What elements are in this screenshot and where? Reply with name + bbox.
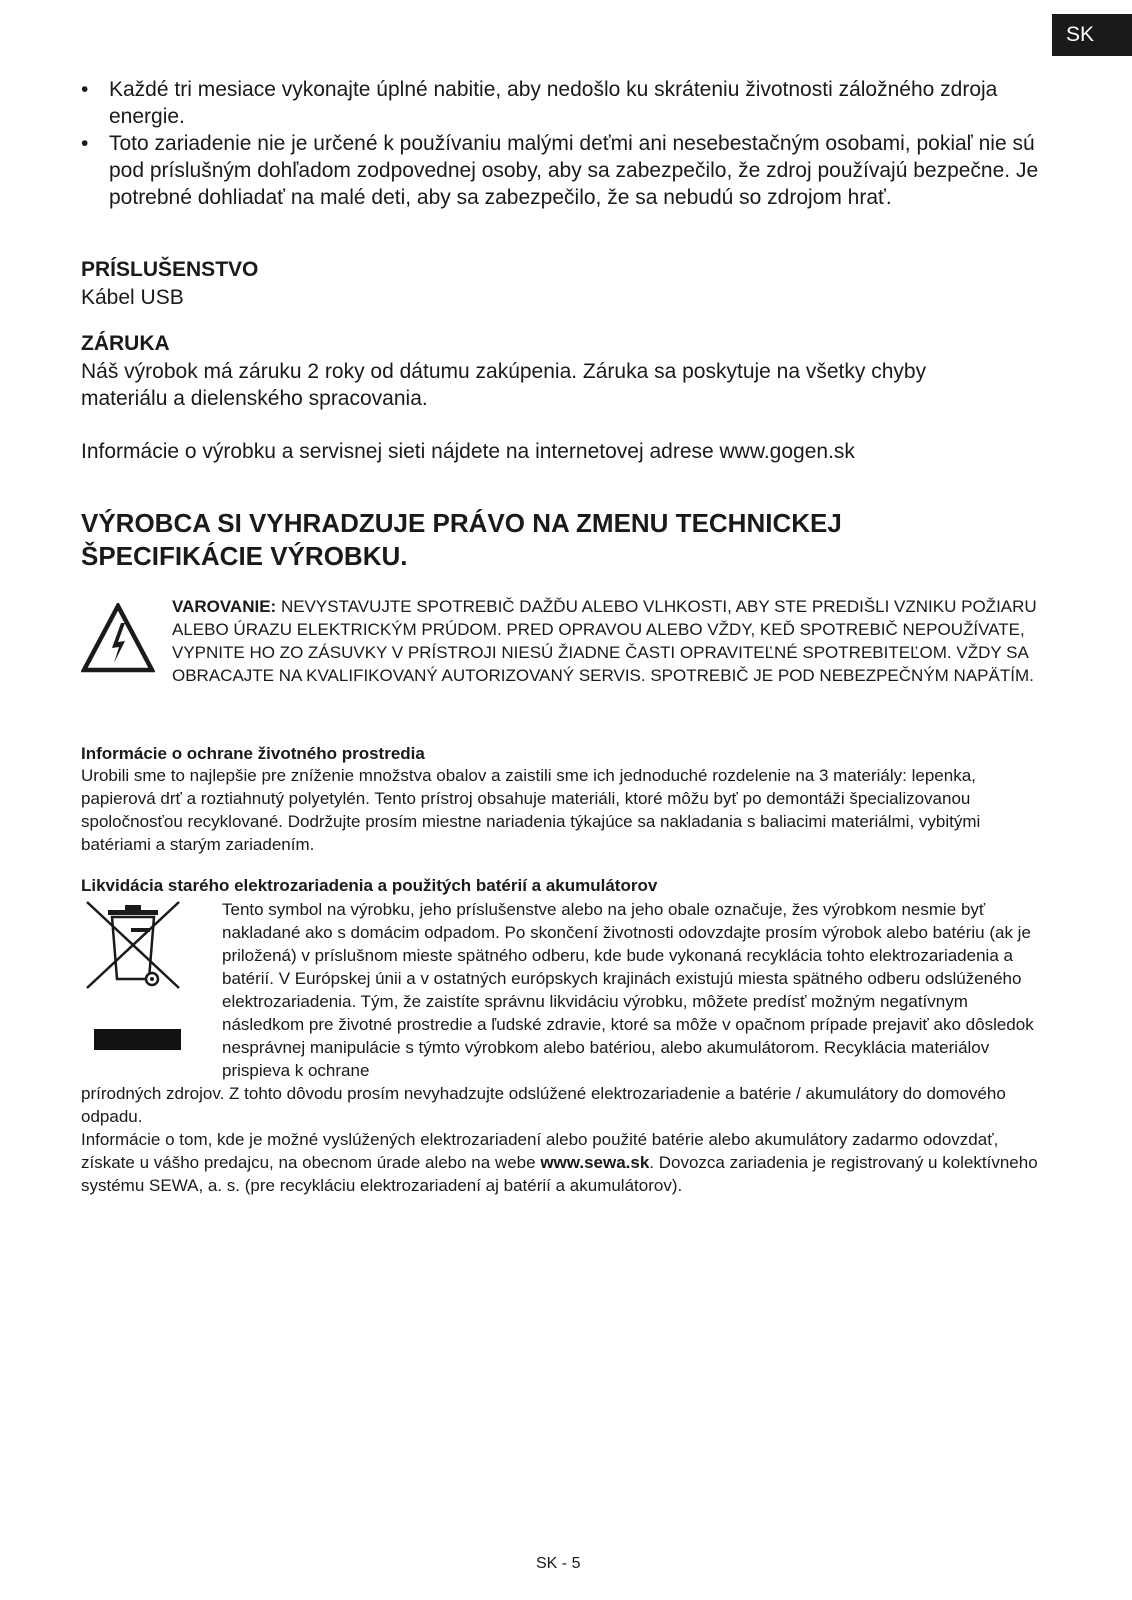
product-info-text: Informácie o výrobku a servisnej sieti nájdete na internetovej adrese www.gogen.sk — [81, 440, 855, 463]
bullet-symbol: • — [81, 132, 89, 155]
crossed-out-wheelie-bin-icon — [83, 899, 183, 991]
collection-info-part-2: . Dovozca zariadenia je registrovaný u kolektívneho systému SEWA, a. s. (pre recykláciu elektrozariadení aj batérií a akumulátorov). — [81, 1153, 1038, 1195]
manufacturer-notice — [81, 507, 981, 573]
warning-text — [172, 595, 1052, 687]
bullet-list — [81, 76, 1061, 211]
warning-body: NEVYSTAVUJTE SPOTREBIČ DAŽĎU ALEBO VLHKOSTI, ABY STE PREDIŠLI VZNIKU POŽIARU ALEBO ÚRAZU ELEKTRICKÝM PRÚDOM. PRED OPRAVOU ALEBO VŽDY, KEĎ SPOTREBIČ NEPOUŽÍVATE, VYPNITE HO ZO ZÁSUVKY V PRÍSTROJI NIESÚ ŽIADNE ČASTI OPRAVITEĽNÉ SPOTREBITEĽOM. VŽDY SA OBRACAJTE NA KVALIFIKOVANÝ AUTORIZOVANÝ SERVIS. SPOTREBIČ JE POD NEBEZPEČNÝM NAPÄTÍM. — [172, 597, 1037, 685]
page-number: SK - 5 — [536, 1555, 581, 1572]
list-item — [81, 76, 1061, 130]
environment-text: Urobili sme to najlepšie pre zníženie množstva obalov a zaistili sme ich jednoduché rozdelenie na 3 materiály: lepenka, papierová drť a roztiahnutý polyetylén. Tento prístroj obsahuje materiáli, ktoré môžu byť po demontáži špecializovanou spoločnosťou recyklované. Dodržujte prosím miestne nariadenia týkajúce sa nakladania s baliacimi materiálmi, vybitými batériami a starým zariadením. — [81, 766, 981, 854]
disposal-text-continued: prírodných zdrojov. Z tohto dôvodu prosím nevyhadzujte odslúžené elektrozariadenie a batérie / akumulátory do domového odpadu. — [81, 1084, 1006, 1126]
warning-label: VAROVANIE: — [172, 597, 277, 616]
disposal-heading: Likvidácia starého elektrozariadenia a použitých batérií a akumulátorov — [81, 876, 658, 895]
sewa-link[interactable]: www.sewa.sk — [540, 1153, 650, 1172]
bin-underline-bar — [94, 1029, 181, 1050]
electric-shock-warning-icon — [81, 603, 155, 673]
language-tab: SK — [1052, 14, 1132, 56]
accessories-heading: PRÍSLUŠENSTVO — [81, 258, 259, 281]
disposal-text: Tento symbol na výrobku, jeho príslušenstve alebo na jeho obale označuje, žes výrobkom nesmie byť nakladané ako s domácim odpadom. Po skončení životnosti odovzdajte prosím výrobok alebo batériu (ak je priložená) v príslušnom mieste spätného odberu, kde bude vykonaná recyklácia tohto elektrozariadenia a batérií. V Európskej únii a v ostatných európskych krajinách existujú miesta spätného odberu odslúženého elektrozariadenia. Tým, že zaistíte správnu likvidáciu výrobku, môžete predísť možným negatívnym následkom pre životné prostredie a ľudské zdravie, ktoré sa môže v opačnom prípade prejaviť ako dôsledok nesprávnej manipulácie s týmto výrobkom alebo batériou, alebo akumulátorom. Recyklácia materiálov prispieva k ochrane — [222, 900, 1034, 1080]
environment-heading: Informácie o ochrane životného prostredia — [81, 744, 425, 763]
collection-info-part-1: Informácie o tom, kde je možné vyslúžených elektrozariadení alebo použité batérie alebo akumulátory zadarmo odovzdať, získate u vášho predajcu, na obecnom úrade alebo na webe — [81, 1130, 999, 1172]
bullet-text: Toto zariadenie nie je určené k používaniu malými deťmi ani nesebestačným osobami, pokiaľ nie sú pod príslušným dohľadom zodpovednej osoby, aby sa zabezpečilo, že zdroj používajú bezpečne. Je potrebné dohliadať na malé deti, aby sa zabezpečilo, že sa nebudú so zdrojom hrať. — [109, 132, 1039, 209]
bullet-symbol: • — [81, 78, 89, 101]
list-item — [81, 130, 1061, 211]
bullet-text: Každé tri mesiace vykonajte úplné nabitie, aby nedošlo ku skráteniu životnosti záložného zdroja energie. — [109, 78, 998, 128]
notice-line-1: VÝROBCA SI VYHRADZUJE PRÁVO NA ZMENU TECHNICKEJ — [81, 508, 842, 538]
collection-info-text — [81, 1128, 1041, 1197]
accessories-text: Kábel USB — [81, 286, 184, 309]
warranty-text: Náš výrobok má záruku 2 roky od dátumu zakúpenia. Záruka sa poskytuje na všetky chyby materiálu a dielenského spracovania. — [81, 360, 927, 410]
notice-line-2: ŠPECIFIKÁCIE VÝROBKU. — [81, 541, 408, 571]
warranty-heading: ZÁRUKA — [81, 332, 170, 355]
